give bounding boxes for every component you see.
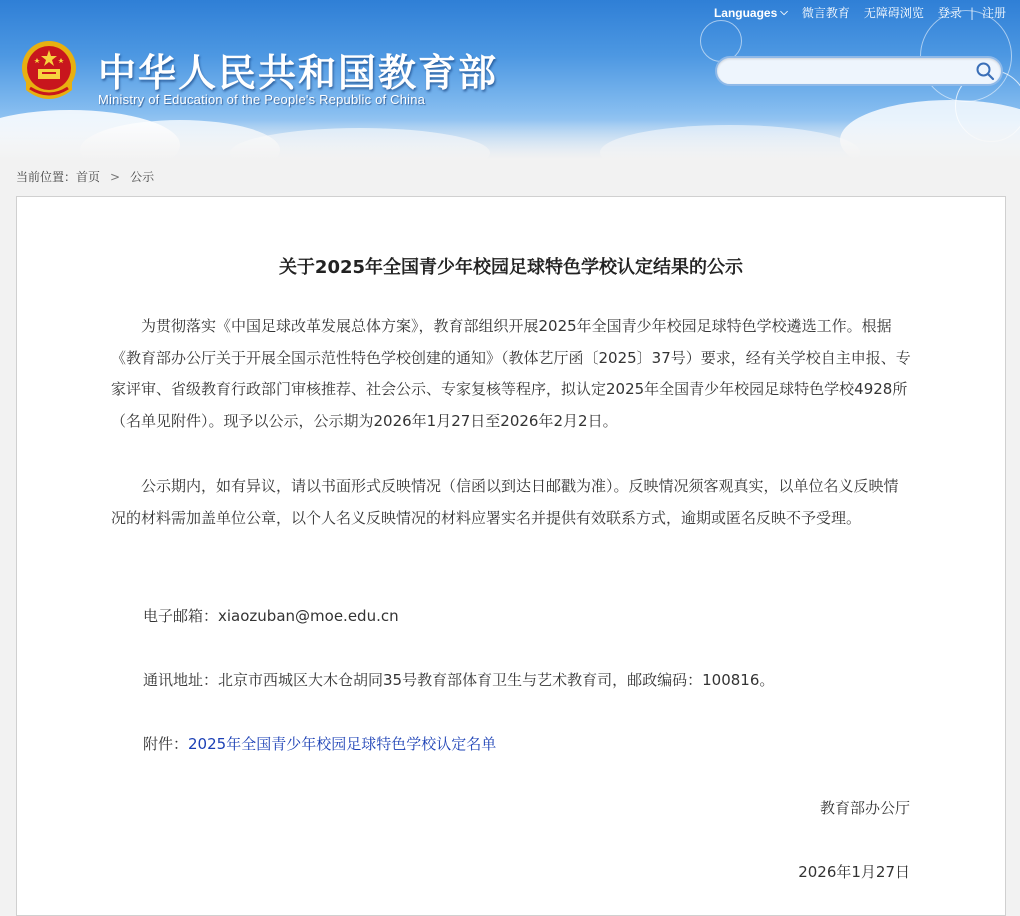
issuer-signature: 教育部办公厅 [819, 799, 910, 817]
article-paragraph-1: 为贯彻落实《中国足球改革发展总体方案》，教育部组织开展2025年全国青少年校园足球特色学校遴选工作。根据《教育部办公厅关于开展全国示范性特色学校创建的通知》（教体艺厅函〔2025〕37号）要求，经有关学校自主申报、专家评审、省级教育行政部门审核推荐、社会公示、专家复核等程序，拟认定2025年全国青少年校园足球特色学校4928所（名单见附件）。现予以公示，公示期为2026年1月27日至2026年2月2日。 [111, 317, 911, 430]
article-container [16, 196, 1006, 916]
attachment-link[interactable]: 2025年全国青少年校园足球特色学校认定名单 [188, 735, 497, 753]
address-label: 通讯地址： [143, 671, 219, 689]
breadcrumb-home-link[interactable]: 首页 [76, 170, 101, 184]
article-paragraph-2: 公示期内，如有异议，请以书面形式反映情况（信函以到达日邮戳为准）。反映情况须客观真实，以单位名义反映情况的材料需加盖单位公章，以个人名义反映情况的材料应署实名并提供有效联系方式，逾期或匿名反映不予受理。 [111, 477, 899, 527]
site-subtitle: Ministry of Education of the People's Republic of China [98, 92, 426, 107]
search-box [715, 56, 1003, 86]
search-input[interactable] [727, 61, 971, 83]
site-title[interactable]: 中华人民共和国教育部 [98, 51, 499, 95]
breadcrumb-prefix: 当前位置： [16, 170, 77, 184]
email-label: 电子邮箱： [143, 607, 219, 625]
register-link[interactable]: 注册 [981, 6, 1006, 20]
weiyan-link[interactable]: 微言教育 [801, 6, 850, 20]
breadcrumb-current-link[interactable]: 公示 [130, 170, 155, 184]
top-navigation [700, 4, 1006, 21]
accessibility-link[interactable]: 无障碍浏览 [863, 6, 924, 20]
breadcrumb-separator-icon: > [110, 169, 121, 184]
chevron-down-icon: ⌵ [780, 7, 788, 18]
postal-address: 北京市西城区大木仓胡同35号教育部体育卫生与艺术教育司，邮政编码：100816。 [218, 671, 775, 689]
attachment-line [143, 733, 496, 754]
site-header [0, 0, 1020, 160]
breadcrumb [16, 168, 154, 185]
national-emblem-icon[interactable] [18, 38, 80, 108]
email-address: xiaozuban@moe.edu.cn [218, 607, 399, 625]
search-icon[interactable] [975, 61, 995, 81]
issue-date: 2026年1月27日 [798, 863, 910, 881]
article-title: 关于2025年全国青少年校园足球特色学校认定结果的公示 [278, 257, 744, 278]
email-line [143, 605, 399, 626]
languages-dropdown[interactable] [714, 6, 788, 20]
nav-separator: | [969, 5, 974, 20]
languages-label: Languages [713, 5, 778, 20]
login-link[interactable]: 登录 [937, 6, 962, 20]
address-line [143, 669, 774, 690]
attachment-label: 附件： [143, 735, 189, 753]
header-fade [0, 120, 1020, 160]
